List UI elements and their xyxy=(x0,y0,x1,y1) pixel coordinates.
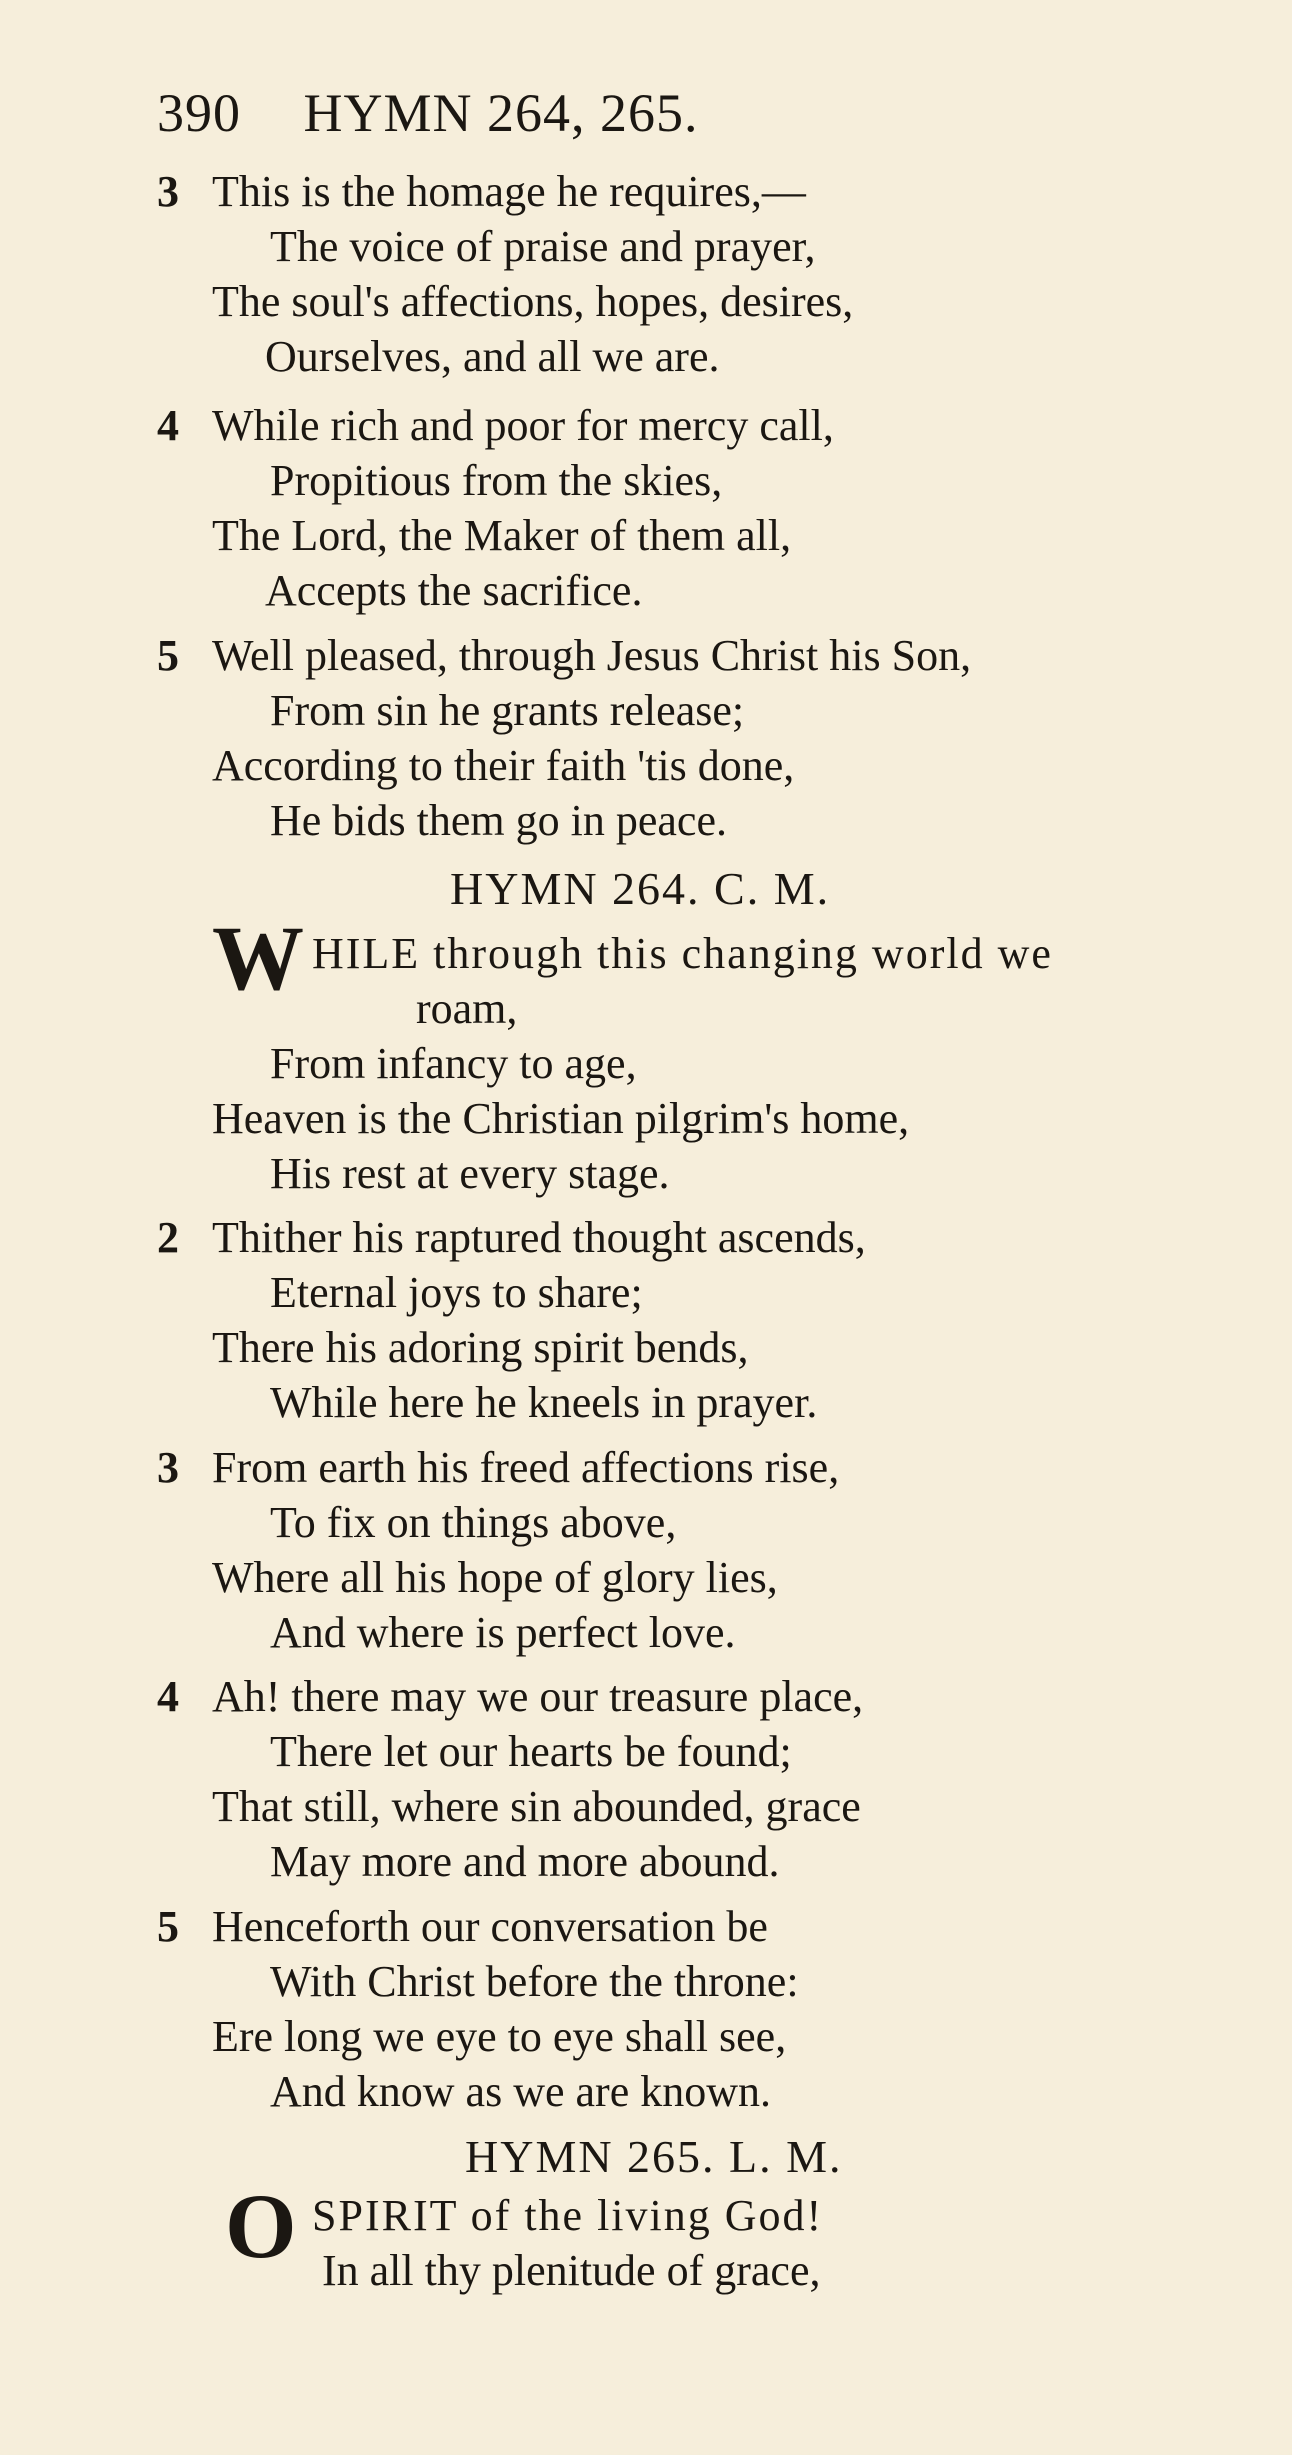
verse-line: He bids them go in peace. xyxy=(270,796,727,845)
verse-line: This is the homage he requires,— xyxy=(212,167,806,216)
stanza-number: 5 xyxy=(157,1902,179,1951)
verse-line: Thither his raptured thought ascends, xyxy=(212,1213,866,1262)
stanza-number: 3 xyxy=(157,1443,179,1492)
verse-line: And where is perfect love. xyxy=(270,1608,736,1657)
verse-line: With Christ before the throne: xyxy=(270,1957,799,2006)
verse-line: To fix on things above, xyxy=(270,1498,677,1547)
verse-line: Ah! there may we our treasure place, xyxy=(212,1672,864,1721)
verse-line: Eternal joys to share; xyxy=(270,1268,643,1317)
page-header xyxy=(157,82,699,144)
verse-line: HILE through this changing world we xyxy=(312,929,1053,978)
verse-line: Henceforth our conversation be xyxy=(212,1902,768,1951)
stanza-number: 5 xyxy=(157,631,179,680)
verse-line: May more and more abound. xyxy=(270,1837,780,1886)
stanza-number: 3 xyxy=(157,167,179,216)
hymn-title: HYMN 265. L. M. xyxy=(465,2131,843,2182)
drop-cap: W xyxy=(212,907,304,1009)
verse-line: From earth his freed affections rise, xyxy=(212,1443,840,1492)
verse-line: Accepts the sacrifice. xyxy=(265,566,643,615)
verse-line: And know as we are known. xyxy=(270,2067,771,2116)
verse-line: Heaven is the Christian pilgrim's home, xyxy=(212,1094,910,1143)
verse-line: Ourselves, and all we are. xyxy=(265,332,720,381)
verse-line: From infancy to age, xyxy=(270,1039,637,1088)
verse-line: Ere long we eye to eye shall see, xyxy=(212,2012,787,2061)
verse-line: Propitious from the skies, xyxy=(270,456,723,505)
running-title: HYMN 264, 265. xyxy=(303,83,699,143)
verse-line: SPIRIT of the living God! xyxy=(312,2191,824,2240)
verse-line: Well pleased, through Jesus Christ his Son, xyxy=(212,631,972,680)
verse-line: His rest at every stage. xyxy=(270,1149,670,1198)
verse-line: While here he kneels in prayer. xyxy=(270,1378,818,1427)
verse-line: Where all his hope of glory lies, xyxy=(212,1553,778,1602)
page-number: 390 xyxy=(157,83,241,143)
stanza-number: 2 xyxy=(157,1213,179,1262)
verse-line: In all thy plenitude of grace, xyxy=(322,2246,821,2295)
verse-line: There his adoring spirit bends, xyxy=(212,1323,749,1372)
verse-line: According to their faith 'tis done, xyxy=(212,741,795,790)
verse-line: roam, xyxy=(416,984,518,1033)
verse-line: The Lord, the Maker of them all, xyxy=(212,511,792,560)
verse-line: That still, where sin abounded, grace xyxy=(212,1782,861,1831)
verse-line: The voice of praise and prayer, xyxy=(270,222,816,271)
hymn-title: HYMN 264. C. M. xyxy=(450,863,831,914)
drop-cap: O xyxy=(225,2175,297,2277)
verse-line: The soul's affections, hopes, desires, xyxy=(212,277,854,326)
stanza-number: 4 xyxy=(157,401,179,450)
verse-line: From sin he grants release; xyxy=(270,686,745,735)
stanza-number: 4 xyxy=(157,1672,179,1721)
verse-line: There let our hearts be found; xyxy=(270,1727,792,1776)
verse-line: While rich and poor for mercy call, xyxy=(212,401,834,450)
